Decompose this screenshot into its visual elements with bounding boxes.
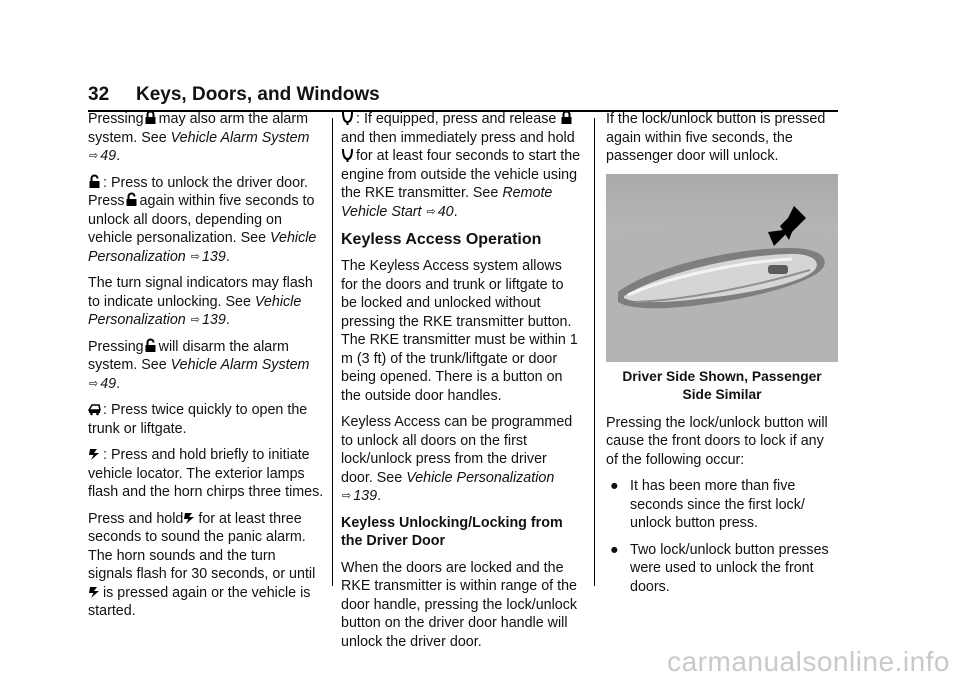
- xref-page[interactable]: 139: [201, 312, 226, 328]
- figure-caption: Driver Side Shown, Passenger Side Similar: [622, 368, 822, 402]
- xref-link[interactable]: Vehicle Personalization: [88, 230, 317, 265]
- bullet-marker: ●: [610, 478, 619, 494]
- paragraph-passenger-unlock: If the lock/unlock button is pressed again within five seconds, the passenger door will unlock.: [606, 111, 826, 164]
- watermark: carmanualsonline.info: [667, 646, 950, 677]
- xref-arrow: ⇨: [89, 150, 99, 162]
- xref-arrow: ⇨: [190, 314, 200, 326]
- xref-page[interactable]: 49: [100, 148, 117, 164]
- vehicle-locator-icon: [88, 584, 101, 599]
- xref-link[interactable]: Vehicle Alarm System: [170, 129, 310, 146]
- page-number: 32: [88, 84, 110, 105]
- paragraph-keyless-intro: The Keyless Access system allows for the doors and trunk or liftgate to be locked and unlocked without pressing the RKE transmitter button. The RKE transmitter must be within 1 m (3 ft) of the trunk/liftgate or door being opened. There is a button on the outside door handles.: [341, 258, 578, 404]
- paragraph-lock-conditions: Pressing the lock/unlock button will cause the front doors to lock if any of the following occur:: [606, 414, 828, 468]
- xref-link[interactable]: Vehicle Alarm System: [170, 357, 310, 373]
- column-divider-2: [594, 118, 595, 586]
- page-header: [88, 80, 838, 110]
- bullet-marker: ●: [610, 541, 619, 558]
- paragraph-driver-door: When the doors are locked and the RKE transmitter is within range of the door handle, pressing the lock/unlock button on the driver door handle will unlock the driver door.: [341, 559, 578, 650]
- xref-link[interactable]: Vehicle Personalization: [406, 469, 555, 486]
- heading-keyless-access: Keyless Access Operation: [341, 231, 542, 248]
- paragraph-alarm-disarm: Pressing will disarm the alarm system. See Vehicle Alarm System ⇨ 49.: [88, 338, 310, 392]
- xref-page[interactable]: 139: [353, 488, 378, 504]
- xref-arrow: ⇨: [89, 377, 99, 390]
- paragraph-trunk: : Press twice quickly to open the trunk or liftgate.: [88, 402, 308, 437]
- trunk-icon: [88, 401, 101, 416]
- xref-page[interactable]: 139: [201, 248, 226, 265]
- column-divider-1: [332, 118, 333, 586]
- xref-link[interactable]: Vehicle Personalization: [88, 293, 302, 328]
- lock-icon: [144, 110, 157, 125]
- subheading-driver-door: Keyless Unlocking/Locking from the Driver Door: [341, 514, 563, 549]
- xref-arrow: ⇨: [190, 250, 200, 263]
- paragraph-turn-signal: The turn signal indicators may flash to indicate unlocking. See Vehicle Personalization ⇨ 139.: [88, 275, 313, 328]
- column-3: [606, 110, 838, 604]
- xref-arrow: ⇨: [342, 490, 352, 502]
- xref-page[interactable]: 49: [100, 375, 117, 392]
- paragraph-keyless-program: Keyless Access can be programmed to unlock all doors on the first lock/unlock press from the driver door. See Vehicle Personalization ⇨ 139.: [341, 414, 573, 504]
- unlock-icon: [144, 338, 157, 353]
- remote-start-icon: [341, 110, 354, 125]
- paragraph-unlock: : Press to unlock the driver door. Press again within five seconds to unlock all doors, depending on vehicle personalization. See Vehicle Personalization ⇨ 139.: [88, 174, 317, 265]
- section-title: Keys, Doors, and Windows: [136, 84, 380, 105]
- lock-icon: [560, 110, 573, 125]
- unlock-icon: [125, 192, 138, 207]
- door-handle-photo: [606, 174, 838, 362]
- unlock-icon: [88, 174, 101, 189]
- paragraph-remote-start: : If equipped, press and release and then immediately press and hold for at least four seconds to start the engine from outside the vehicle using the RKE transmitter. See Remote Vehicle Start ⇨ 40.: [341, 111, 581, 220]
- paragraph-panic: Press and hold for at least three seconds to sound the panic alarm. The horn sounds and the turn signals flash for 30 seconds, or until is pressed again or the vehicle is started.: [88, 510, 316, 619]
- paragraph-vehicle-locator: : Press and hold briefly to initiate vehicle locator. The exterior lamps flash and the horn chirps three times.: [88, 447, 324, 500]
- vehicle-locator-icon: [88, 446, 101, 461]
- xref-link[interactable]: Remote Vehicle Start: [341, 185, 553, 220]
- column-2: [341, 110, 581, 659]
- list-item: ● It has been more than five seconds since the first lock/ unlock button press.: [610, 478, 805, 531]
- xref-page[interactable]: 40: [437, 203, 454, 220]
- door-handle-illustration: [606, 174, 838, 362]
- vehicle-locator-icon: [183, 510, 196, 525]
- remote-start-icon: [341, 147, 354, 162]
- paragraph-alarm-arm: Pressing may also arm the alarm system. See Vehicle Alarm System ⇨ 49.: [88, 111, 310, 164]
- list-item: ● Two lock/unlock button presses were used to unlock the front doors.: [610, 541, 829, 595]
- xref-arrow: ⇨: [426, 205, 436, 218]
- column-1: [88, 110, 324, 629]
